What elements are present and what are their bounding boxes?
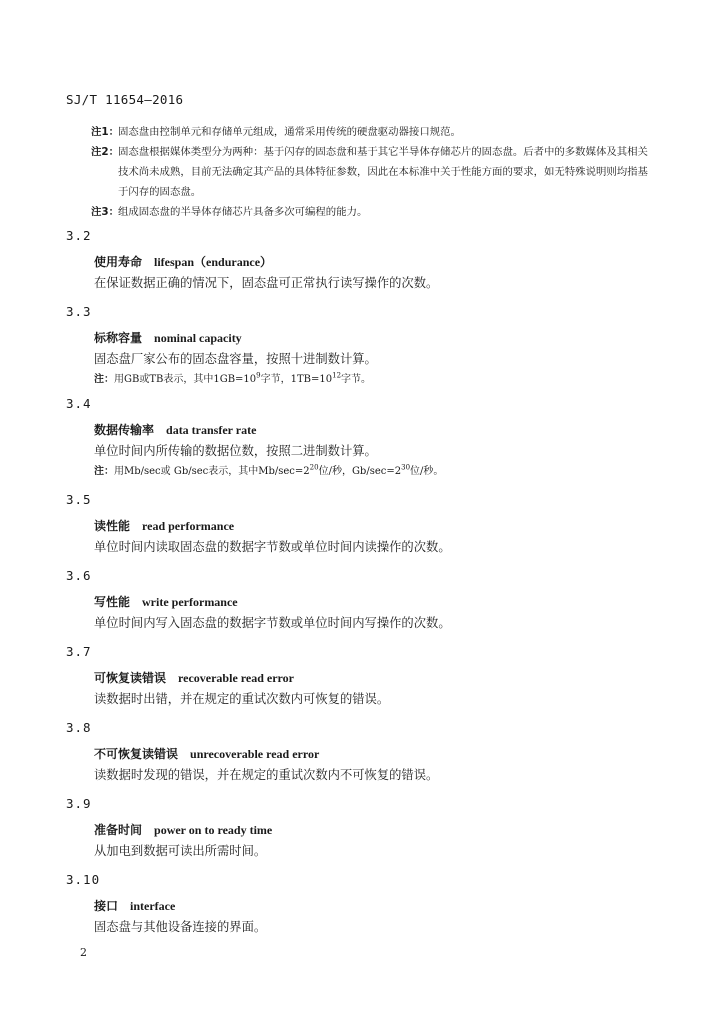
term-definition: 单位时间内读取固态盘的数据字节数或单位时间内读操作的次数。 (94, 540, 451, 554)
page-number: 2 (80, 946, 87, 959)
term-note (94, 370, 371, 385)
term-definition: 固态盘与其他设备连接的界面。 (94, 920, 267, 934)
term-english: read performance (142, 519, 235, 533)
term-chinese: 读性能 (94, 519, 131, 533)
note-exponent: 30 (401, 463, 411, 472)
term-english: write performance (142, 595, 238, 609)
section-number: 3.7 (66, 644, 92, 659)
section-number: 3.5 (66, 492, 92, 507)
term-english: power on to ready time (154, 823, 273, 837)
section-number: 3.4 (66, 396, 92, 411)
note-label: 注1： (91, 126, 120, 138)
note-label: 注： (94, 466, 114, 477)
standard-header: SJ/T 11654—2016 (66, 92, 184, 107)
term-title (94, 329, 242, 346)
term-english: data transfer rate (166, 423, 257, 437)
term-title (94, 253, 272, 270)
term-chinese: 使用寿命 (94, 255, 143, 269)
note-text: 用Mb/sec或 Gb/sec表示，其中Mb/sec=2 (114, 466, 310, 477)
note-text: 位/秒，Gb/sec=2 (318, 466, 402, 477)
term-title (94, 897, 175, 914)
note-exponent: 9 (256, 371, 261, 380)
term-title (94, 421, 256, 438)
notes-block (91, 122, 651, 222)
section-number: 3.3 (66, 304, 92, 319)
note-text: 组成固态盘的半导体存储芯片具备多次可编程的能力。 (118, 206, 368, 218)
note-text: 固态盘由控制单元和存储单元组成，通常采用传统的硬盘驱动器接口规范。 (118, 126, 461, 138)
term-chinese: 不可恢复读错误 (94, 747, 179, 761)
note-text: 字节，1TB=10 (260, 374, 333, 385)
term-definition: 单位时间内写入固态盘的数据字节数或单位时间内写操作的次数。 (94, 616, 451, 630)
term-title (94, 593, 238, 610)
section-number: 3.9 (66, 796, 92, 811)
term-english: interface (130, 899, 176, 913)
note-1 (91, 122, 651, 142)
section-number: 3.10 (66, 872, 101, 887)
note-text: 用GB或TB表示，其中1GB=10 (114, 374, 257, 385)
term-english: unrecoverable read error (190, 747, 320, 761)
term-note (94, 462, 443, 477)
section-number: 3.8 (66, 720, 92, 735)
term-english: lifespan（endurance） (154, 255, 273, 269)
note-2 (91, 142, 651, 202)
term-definition: 固态盘厂家公布的固态盘容量，按照十进制数计算。 (94, 352, 377, 366)
term-chinese: 标称容量 (94, 331, 143, 345)
note-exponent: 12 (332, 371, 342, 380)
section-number: 3.2 (66, 228, 92, 243)
term-definition: 单位时间内所传输的数据位数，按照二进制数计算。 (94, 444, 377, 458)
term-title (94, 669, 294, 686)
term-chinese: 准备时间 (94, 823, 143, 837)
note-label: 注： (94, 374, 114, 385)
note-label: 注3： (91, 206, 120, 218)
note-text: 位/秒。 (410, 466, 444, 477)
term-chinese: 可恢复读错误 (94, 671, 167, 685)
term-definition: 读数据时发现的错误，并在规定的重试次数内不可恢复的错误。 (94, 768, 439, 782)
note-3 (91, 202, 651, 222)
section-number: 3.6 (66, 568, 92, 583)
term-english: nominal capacity (154, 331, 242, 345)
term-title (94, 745, 319, 762)
term-definition: 从加电到数据可读出所需时间。 (94, 844, 267, 858)
term-definition: 读数据时出错，并在规定的重试次数内可恢复的错误。 (94, 692, 390, 706)
term-chinese: 数据传输率 (94, 423, 155, 437)
term-title (94, 517, 234, 534)
note-exponent: 20 (309, 463, 319, 472)
note-text: 固态盘根据媒体类型分为两种：基于闪存的固态盘和基于其它半导体存储芯片的固态盘。后者中的多数媒体及其相关技术尚未成熟，目前无法确定其产品的具体特征参数，因此在本标准中关于性能方面的要求，如无特殊说明则均指基于闪存的固态盘。 (118, 146, 648, 198)
term-chinese: 写性能 (94, 595, 131, 609)
term-definition: 在保证数据正确的情况下，固态盘可正常执行读写操作的次数。 (94, 276, 439, 290)
term-english: recoverable read error (178, 671, 294, 685)
note-label: 注2： (91, 146, 120, 158)
term-title (94, 821, 272, 838)
term-chinese: 接口 (94, 899, 119, 913)
note-text: 字节。 (341, 374, 372, 385)
